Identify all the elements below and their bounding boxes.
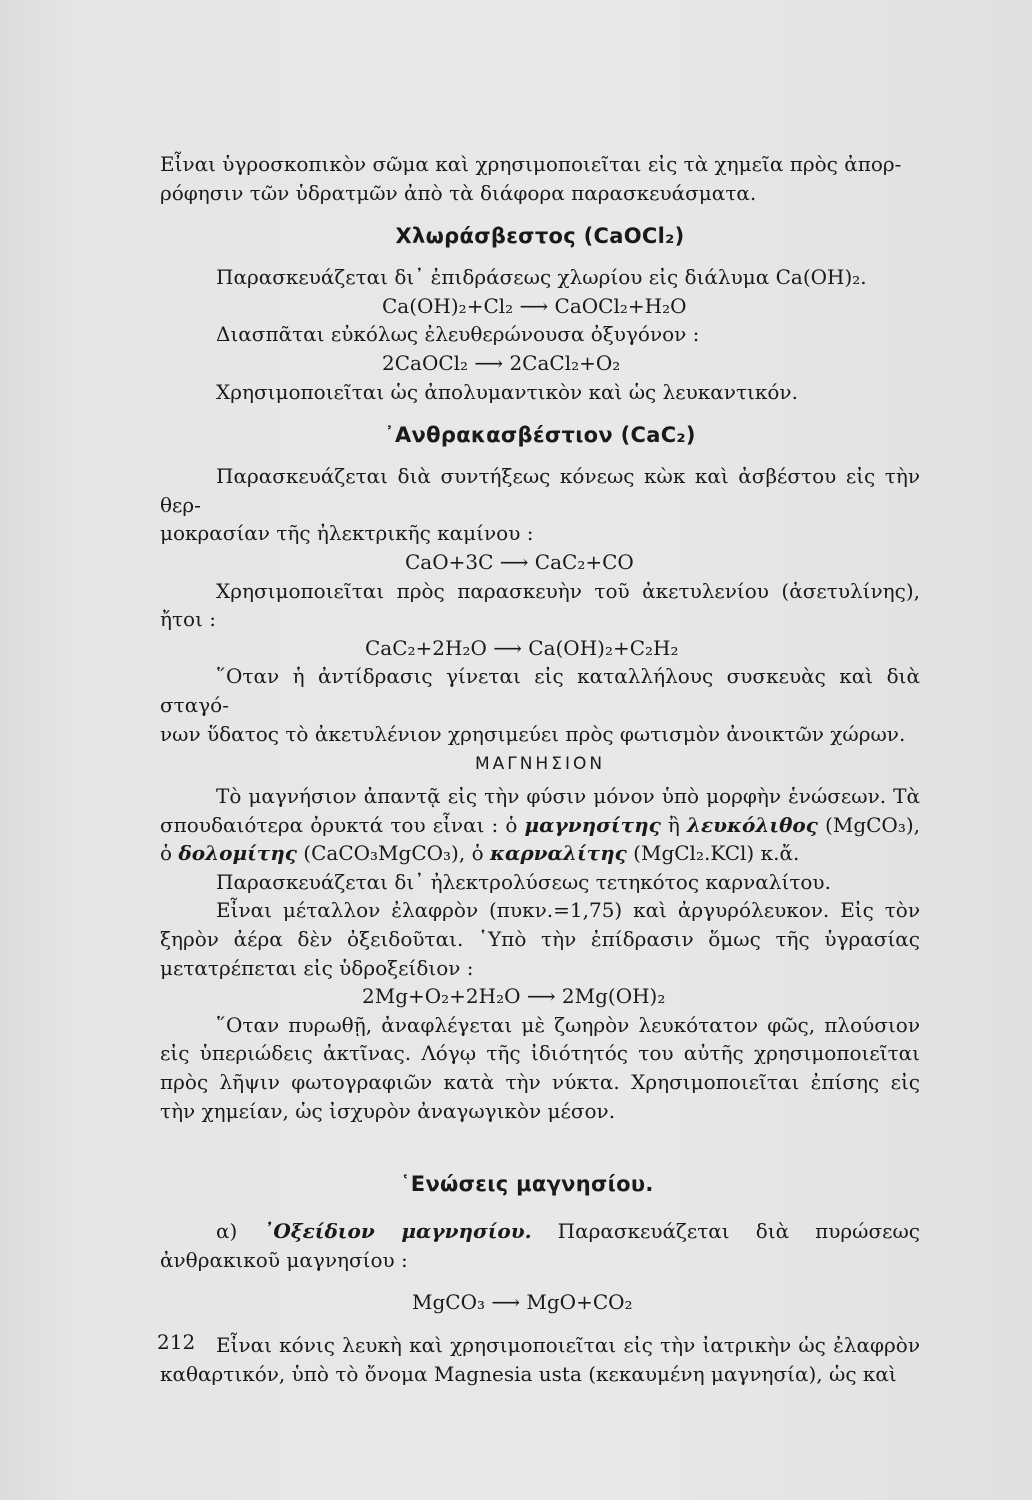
spacer bbox=[160, 1317, 920, 1331]
magnesium-equation: 2Mg+O₂+2H₂O ⟶ 2Mg(OH)₂ bbox=[362, 984, 666, 1009]
intro-line-1: Εἶναι ὑγροσκοπικὸν σῶμα καὶ χρησιμοποιεῖται εἰς τὰ χημεῖα πρὸς ἀπορ- bbox=[160, 152, 902, 176]
chlorasvestos-use: Χρησιμοποιεῖται ὡς ἀπολυμαντικὸν καὶ ὡς λευκαντικόν. bbox=[216, 379, 798, 404]
chlorasvestos-decomposition: Διασπᾶται εὐκόλως ἐλευθερώνουσα ὀξυγόνον : bbox=[216, 322, 700, 347]
anthrakasvestio-use: Χρησιμοποιεῖται πρὸς παρασκευὴν τοῦ ἀκετυλενίου (ἀσετυλίνης), ἤτοι : bbox=[160, 578, 920, 632]
compound-title: ᾿Οξείδιον μαγνησίου. bbox=[263, 1219, 532, 1244]
mineral-dolomite: δολομίτης bbox=[178, 841, 297, 866]
magnesium-p1-b: ἢ bbox=[660, 812, 687, 837]
mineral-carnallite: καρναλίτης bbox=[489, 841, 627, 866]
magnesium-p1-d: (CaCO₃MgCO₃), ὁ bbox=[296, 841, 490, 866]
magnesium-paragraph-4: ῞Οταν πυρωθῇ, ἀναφλέγεται μὲ ζωηρὸν λευκότατον φῶς, πλούσιον εἰς ὑπεριώδεις ἀκτῖνας. Λόγῳ τῆς ἰδιότητός του αὐτῆς χρησιμοποιεῖται πρὸς λῆψιν φωτογραφιῶν κατὰ τὴν νύκτα. Χρησιμοποιεῖται ἐπίσης εἰς τὴν χημείαν, ὡς ἰσχυρὸν ἀναγωγικὸν μέσον. bbox=[160, 1012, 920, 1123]
heading-magnesium-compounds: ῾Ενώσεις μαγνησίου. bbox=[400, 1172, 654, 1197]
heading-magnesium: ΜΑΓΝΗΣΙΟΝ bbox=[474, 754, 606, 775]
mineral-magnesite: μαγνησίτης bbox=[524, 812, 661, 837]
anthrakasvestio-note-2: νων ὕδατος τὸ ἀκετυλένιον χρησιμεύει πρὸς φωτισμὸν ἀνοικτῶν χώρων. bbox=[160, 721, 906, 746]
magnesium-p1-e: (MgCl₂.KCl) κ.ἄ. bbox=[626, 841, 800, 866]
mineral-leukolithos: λευκόλιθος bbox=[686, 812, 818, 837]
compound-label: α) bbox=[216, 1219, 264, 1244]
anthrakasvestio-prep-2: μοκρασίαν τῆς ἠλεκτρικῆς καμίνου : bbox=[160, 521, 534, 546]
chlorasvestos-equation-1: Ca(OH)₂+Cl₂ ⟶ CaOCl₂+H₂O bbox=[382, 293, 687, 318]
magnesium-oxide-equation: MgCO₃ ⟶ MgO+CO₂ bbox=[412, 1290, 633, 1315]
anthrakasvestio-prep-1: Παρασκευάζεται διὰ συντήξεως κόνεως κὼκ καὶ ἀσβέστου εἰς τὴν θερ- bbox=[160, 464, 920, 517]
anthrakasvestio-equation-2: CaC₂+2H₂O ⟶ Ca(OH)₂+C₂H₂ bbox=[365, 635, 679, 660]
heading-anthrakasvestio: ᾿Ανθρακασβέστιον (CaC₂) bbox=[384, 423, 696, 448]
spacer bbox=[160, 1274, 920, 1288]
page-number: 212 bbox=[157, 1330, 196, 1354]
heading-chlorasvestos: Χλωράσβεστος (CaOCl₂) bbox=[395, 224, 685, 249]
chlorasvestos-equation-2: 2CaOCl₂ ⟶ 2CaCl₂+O₂ bbox=[382, 350, 621, 375]
anthrakasvestio-note-1: ῞Οταν ἡ ἀντίδρασις γίνεται εἰς καταλλήλους συσκευὰς καὶ διὰ σταγό- bbox=[160, 664, 920, 717]
magnesium-p1-a: Τὸ μαγνήσιον ἀπαντᾷ εἰς τὴν φύσιν μόνον ὑπὸ μορφὴν ἑνώσεων. Τὰ σπουδαιότερα ὀρυκτά του εἶναι : ὁ bbox=[160, 784, 920, 837]
magnesium-oxide-description: Εἶναι κόνις λευκὴ καὶ χρησιμοποιεῖται εἰς τὴν ἰατρικὴν ὡς ἐλαφρὸν καθαρτικόν, ὑπὸ τὸ ὄνομα Magnesia usta (κεκαυμένη μαγνησία), ὡς καὶ bbox=[160, 1333, 920, 1386]
magnesium-paragraph-1 bbox=[160, 782, 920, 868]
magnesium-oxide-paragraph bbox=[160, 1217, 920, 1274]
magnesium-paragraph-2: Παρασκευάζεται δι᾽ ἠλεκτρολύσεως τετηκότος καρναλίτου. bbox=[216, 869, 831, 894]
magnesium-paragraph-3: Εἶναι μέταλλον ἐλαφρὸν (πυκν.=1,75) καὶ ἀργυρόλευκον. Εἰς τὸν ξηρὸν ἀέρα δὲν ὀξειδοῦται. ῾Υπὸ τὴν ἐπίδρασιν ὅμως τῆς ὑγρασίας μετατρέπεται εἰς ὑδροξείδιον : bbox=[160, 898, 920, 980]
intro-line-2: ρόφησιν τῶν ὑδρατμῶν ἀπὸ τὰ διάφορα παρασκευάσματα. bbox=[160, 180, 757, 205]
compound-prep: Παρασκευάζεται διὰ πυρώσεως ἀνθρακικοῦ μαγνησίου : bbox=[160, 1219, 921, 1272]
anthrakasvestio-equation-1: CaO+3C ⟶ CaC₂+CO bbox=[405, 549, 634, 574]
magnesium-p1-c: (MgCO₃), ὁ bbox=[160, 812, 921, 866]
chlorasvestos-prep: Παρασκευάζεται δι᾽ ἐπιδράσεως χλωρίου εἰς διάλυμα Ca(OH)₂. bbox=[216, 265, 867, 290]
page-text bbox=[160, 150, 920, 1388]
